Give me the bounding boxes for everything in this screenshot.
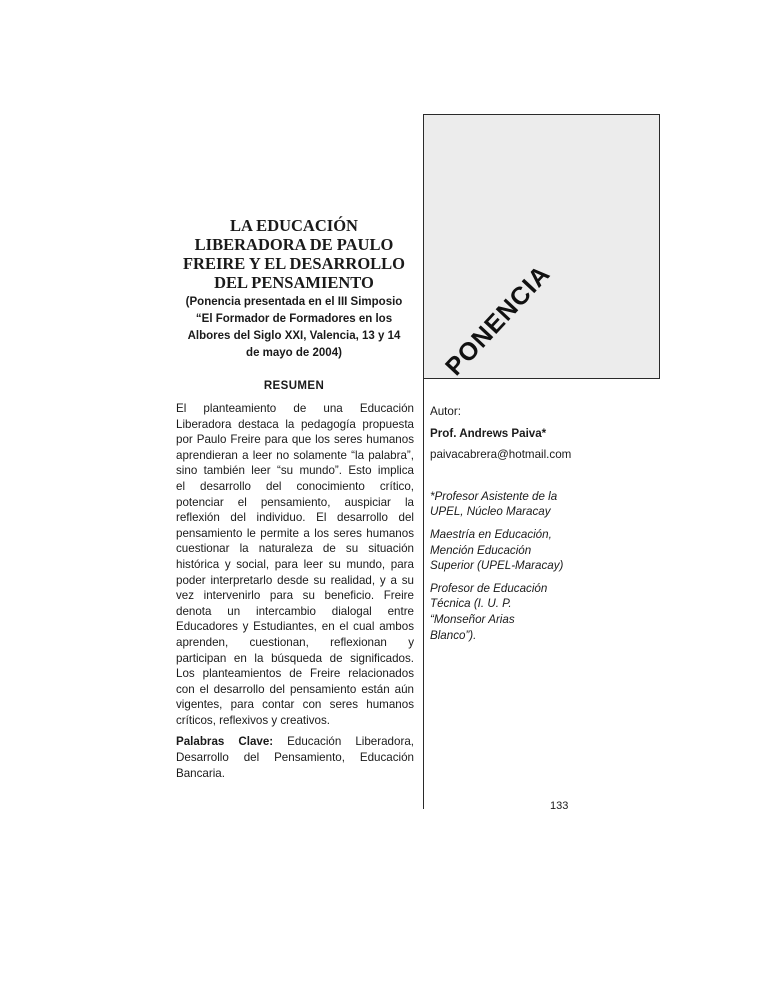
note-line: Superior (UPEL-Maracay) xyxy=(430,559,564,573)
note-line: *Profesor Asistente de la xyxy=(430,489,558,503)
abstract xyxy=(176,401,414,781)
note-line: Técnica (I. U. P. xyxy=(430,597,512,611)
title-line: LA EDUCACIÓN xyxy=(230,216,358,235)
keywords-line: Bancaria. xyxy=(176,766,225,780)
article-title xyxy=(176,216,412,292)
abstract-line: vez intervenirlo para su beneficio. Freire xyxy=(176,589,414,603)
subtitle-line: “El Formador de Formadores en los xyxy=(195,313,393,325)
author-label: Autor: xyxy=(430,405,461,418)
note-line: Mención Educación xyxy=(430,543,532,557)
title-line: DEL PENSAMIENTO xyxy=(214,273,374,292)
abstract-body xyxy=(176,401,414,728)
note-line: Maestría en Educación, xyxy=(430,527,552,541)
author-note xyxy=(430,527,660,574)
abstract-line: pensamiento le permite a los seres humanos xyxy=(176,526,414,540)
page-number: 133 xyxy=(550,800,569,812)
keywords xyxy=(176,734,414,781)
note-line: Blanco”). xyxy=(430,628,477,642)
title-block xyxy=(176,216,412,362)
subtitle-line: (Ponencia presentada en el III Simposio xyxy=(185,296,403,308)
abstract-line: potenciar el pensamiento, auspiciar la xyxy=(176,495,414,509)
subtitle-line: de mayo de 2004) xyxy=(246,347,342,359)
abstract-line: aprendieran a leer no solamente “la palabra”, xyxy=(176,448,414,462)
author-note xyxy=(430,489,660,520)
abstract-line: participan en la búsqueda de significados. xyxy=(176,651,414,665)
author-email[interactable]: paivacabrera@hotmail.com xyxy=(430,448,572,462)
abstract-line: sino también leer “su mundo”. Esto implica xyxy=(176,464,414,478)
abstract-heading: RESUMEN xyxy=(263,380,325,392)
title-line: LIBERADORA DE PAULO xyxy=(194,235,394,254)
abstract-line: reflexión del individuo. El desarrollo del xyxy=(176,511,414,525)
keywords-line: Desarrollo del Pensamiento, Educación xyxy=(176,751,414,765)
keywords-line xyxy=(176,734,414,750)
note-line: “Monseñor Arias xyxy=(430,612,515,626)
abstract-line: denota un intercambio dialogal entre xyxy=(176,604,414,618)
title-line: FREIRE Y EL DESARROLLO xyxy=(182,254,406,273)
abstract-line: críticos, reflexivos y creativos. xyxy=(176,713,330,727)
abstract-line: Educadores y Estudiantes, en el cual ambos xyxy=(176,620,414,634)
subtitle-line: Albores del Siglo XXI, Valencia, 13 y 14 xyxy=(187,330,401,342)
abstract-line: cuestionar la naturaleza de su situación xyxy=(176,542,414,556)
abstract-line: vigentes, para contar con seres humanos xyxy=(176,698,414,712)
keywords-label: Palabras Clave: xyxy=(176,735,274,749)
article-subtitle xyxy=(176,294,412,362)
author-info xyxy=(430,404,660,643)
author-note xyxy=(430,581,660,643)
abstract-line: Liberadora destaca la pedagogía propuesta xyxy=(176,417,414,431)
column-divider xyxy=(423,379,424,809)
author-name: Prof. Andrews Paiva* xyxy=(430,426,547,440)
abstract-line: El planteamiento de una Educación xyxy=(176,402,414,415)
note-line: UPEL, Núcleo Maracay xyxy=(430,505,551,519)
abstract-line: aprenden, cuestionan, reflexionan y xyxy=(176,635,414,649)
abstract-line: histórica y social, para leer su mundo, para xyxy=(176,557,414,571)
abstract-line: el desarrollo del conocimiento crítico, xyxy=(176,479,414,493)
abstract-line: por Paulo Freire para que los seres humanos xyxy=(176,433,414,447)
keywords-text: Educación Liberadora, xyxy=(273,735,414,749)
abstract-line: con el desarrollo del pensamiento están aún xyxy=(176,682,414,696)
note-line: Profesor de Educación xyxy=(430,581,548,595)
section-tag: PONENCIA xyxy=(440,259,556,382)
abstract-line: Los planteamientos de Freire relacionados xyxy=(176,667,414,681)
section-tag-box xyxy=(423,114,660,379)
abstract-line: poder interpretarlo desde su realidad, y a su xyxy=(176,573,414,587)
